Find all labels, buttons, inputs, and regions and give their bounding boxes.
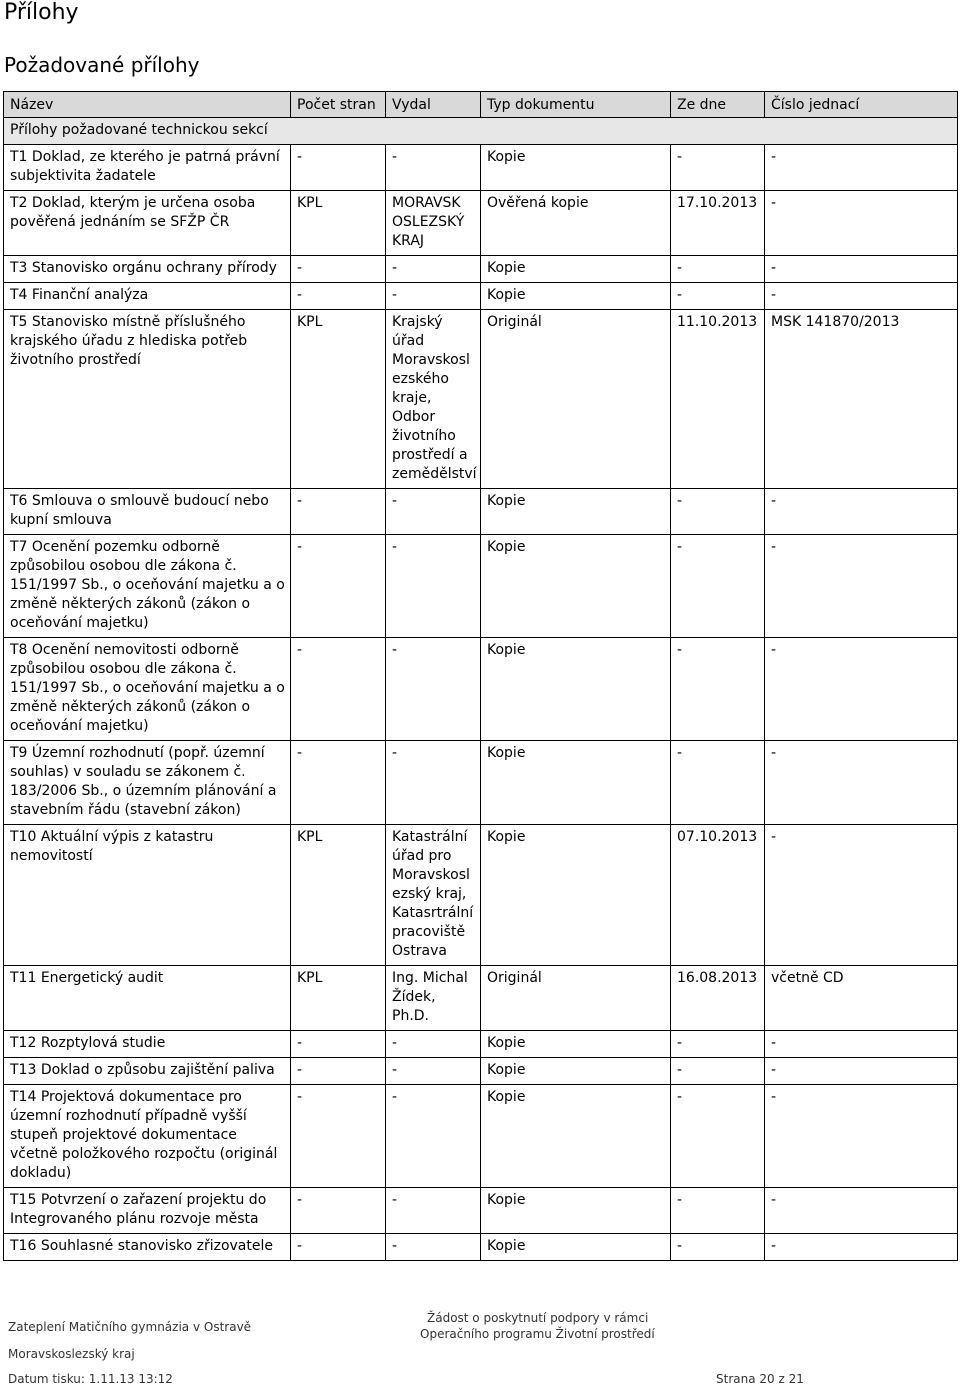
cell-document-type: Kopie — [481, 825, 671, 966]
cell-name: T5 Stanovisko místně příslušného krajského úřadu z hlediska potřeb životního prostředí — [4, 310, 291, 489]
table-row — [4, 191, 958, 256]
cell-date: - — [671, 1188, 765, 1234]
footer-application: Žádost o poskytnutí podpory v rámci — [427, 1311, 649, 1325]
cell-date: - — [671, 1234, 765, 1261]
cell-reference: - — [765, 489, 958, 535]
cell-issued-by: Ing. Michal Žídek, Ph.D. — [386, 966, 481, 1031]
cell-pages: KPL — [291, 825, 386, 966]
cell-issued-by: Katastrální úřad pro Moravskosl ezský kraj, Katasrtrální pracoviště Ostrava — [386, 825, 481, 966]
cell-date: - — [671, 638, 765, 741]
cell-name: T16 Souhlasné stanovisko zřizovatele — [4, 1234, 291, 1261]
cell-issued-by: - — [386, 145, 481, 191]
footer-region: Moravskoslezský kraj — [8, 1347, 135, 1361]
cell-document-type: Kopie — [481, 535, 671, 638]
cell-date: - — [671, 535, 765, 638]
cell-issued-by: - — [386, 535, 481, 638]
column-header-name: Název — [4, 92, 291, 118]
cell-name: T11 Energetický audit — [4, 966, 291, 1031]
section-heading: Požadované přílohy — [4, 53, 200, 77]
column-header-issued-by: Vydal — [386, 92, 481, 118]
cell-reference: včetně CD — [765, 966, 958, 1031]
cell-pages: - — [291, 145, 386, 191]
cell-date: - — [671, 1058, 765, 1085]
cell-pages: KPL — [291, 310, 386, 489]
cell-issued-by: - — [386, 256, 481, 283]
cell-date: 16.08.2013 — [671, 966, 765, 1031]
cell-document-type: Kopie — [481, 1031, 671, 1058]
cell-name: T10 Aktuální výpis z katastru nemovitostí — [4, 825, 291, 966]
page-title: Přílohy — [4, 0, 79, 25]
footer-print-date: Datum tisku: 1.11.13 13:12 — [8, 1372, 173, 1386]
cell-pages: - — [291, 1058, 386, 1085]
section-row — [4, 118, 958, 145]
cell-name: T1 Doklad, ze kterého je patrná právní subjektivita žadatele — [4, 145, 291, 191]
column-header-reference: Číslo jednací — [765, 92, 958, 118]
cell-name: T8 Ocenění nemovitosti odborně způsobilou osobou dle zákona č. 151/1997 Sb., o oceňování majetku a o změně některých zákonů (zákon o oceňování majetku) — [4, 638, 291, 741]
table-row — [4, 825, 958, 966]
cell-document-type: Kopie — [481, 741, 671, 825]
table-row — [4, 256, 958, 283]
cell-document-type: Originál — [481, 310, 671, 489]
cell-document-type: Kopie — [481, 1234, 671, 1261]
table-row — [4, 310, 958, 489]
cell-reference: - — [765, 535, 958, 638]
cell-date: - — [671, 489, 765, 535]
cell-issued-by: - — [386, 1031, 481, 1058]
cell-date: - — [671, 145, 765, 191]
column-header-pages: Počet stran — [291, 92, 386, 118]
cell-name: T12 Rozptylová studie — [4, 1031, 291, 1058]
footer-programme: Operačního programu Životní prostředí — [420, 1327, 655, 1341]
column-header-document-type: Typ dokumentu — [481, 92, 671, 118]
cell-pages: - — [291, 1234, 386, 1261]
cell-date: 17.10.2013 — [671, 191, 765, 256]
table-row — [4, 1031, 958, 1058]
section-label: Přílohy požadované technickou sekcí — [4, 118, 958, 145]
footer-page-number: Strana 20 z 21 — [716, 1372, 804, 1386]
cell-document-type: Kopie — [481, 489, 671, 535]
cell-pages: KPL — [291, 191, 386, 256]
cell-document-type: Kopie — [481, 1085, 671, 1188]
cell-pages: - — [291, 283, 386, 310]
cell-pages: - — [291, 638, 386, 741]
cell-pages: - — [291, 741, 386, 825]
cell-reference: - — [765, 638, 958, 741]
cell-document-type: Kopie — [481, 638, 671, 741]
table-row — [4, 638, 958, 741]
cell-pages: - — [291, 1188, 386, 1234]
cell-date: - — [671, 1031, 765, 1058]
cell-reference: - — [765, 825, 958, 966]
cell-name: T15 Potvrzení o zařazení projektu do Integrovaného plánu rozvoje města — [4, 1188, 291, 1234]
table-row — [4, 1085, 958, 1188]
table-header-row — [4, 92, 958, 118]
cell-name: T7 Ocenění pozemku odborně způsobilou osobou dle zákona č. 151/1997 Sb., o oceňování majetku a o změně některých zákonů (zákon o oceňování majetku) — [4, 535, 291, 638]
cell-reference: - — [765, 1058, 958, 1085]
cell-name: T2 Doklad, kterým je určena osoba pověřená jednáním se SFŽP ČR — [4, 191, 291, 256]
cell-reference: - — [765, 145, 958, 191]
cell-pages: - — [291, 535, 386, 638]
cell-document-type: Kopie — [481, 1058, 671, 1085]
cell-date: 11.10.2013 — [671, 310, 765, 489]
table-row — [4, 535, 958, 638]
footer-project: Zateplení Matičního gymnázia v Ostravě — [8, 1320, 252, 1334]
cell-document-type: Originál — [481, 966, 671, 1031]
cell-reference: MSK 141870/2013 — [765, 310, 958, 489]
attachments-table — [3, 91, 958, 1261]
cell-date: - — [671, 283, 765, 310]
cell-issued-by: MORAVSK OSLEZSKÝ KRAJ — [386, 191, 481, 256]
cell-reference: - — [765, 1188, 958, 1234]
cell-pages: - — [291, 256, 386, 283]
cell-document-type: Kopie — [481, 145, 671, 191]
cell-date: 07.10.2013 — [671, 825, 765, 966]
cell-name: T4 Finanční analýza — [4, 283, 291, 310]
cell-document-type: Kopie — [481, 256, 671, 283]
cell-name: T9 Územní rozhodnutí (popř. územní souhlas) v souladu se zákonem č. 183/2006 Sb., o územním plánování a stavebním řádu (stavební zákon) — [4, 741, 291, 825]
cell-pages: - — [291, 489, 386, 535]
cell-issued-by: - — [386, 741, 481, 825]
cell-reference: - — [765, 741, 958, 825]
cell-reference: - — [765, 1085, 958, 1188]
cell-date: - — [671, 741, 765, 825]
cell-reference: - — [765, 1234, 958, 1261]
cell-date: - — [671, 256, 765, 283]
cell-document-type: Ověřená kopie — [481, 191, 671, 256]
cell-document-type: Kopie — [481, 283, 671, 310]
table-row — [4, 966, 958, 1031]
cell-issued-by: Krajský úřad Moravskosl ezského kraje, Odbor životního prostředí a zemědělství — [386, 310, 481, 489]
column-header-date: Ze dne — [671, 92, 765, 118]
cell-name: T13 Doklad o způsobu zajištění paliva — [4, 1058, 291, 1085]
cell-reference: - — [765, 283, 958, 310]
cell-reference: - — [765, 1031, 958, 1058]
cell-date: - — [671, 1085, 765, 1188]
cell-issued-by: - — [386, 489, 481, 535]
cell-issued-by: - — [386, 1234, 481, 1261]
cell-reference: - — [765, 191, 958, 256]
table-row — [4, 145, 958, 191]
table-row — [4, 489, 958, 535]
cell-pages: KPL — [291, 966, 386, 1031]
table-row — [4, 283, 958, 310]
cell-issued-by: - — [386, 1188, 481, 1234]
cell-name: T6 Smlouva o smlouvě budoucí nebo kupní smlouva — [4, 489, 291, 535]
cell-issued-by: - — [386, 1085, 481, 1188]
table-row — [4, 1058, 958, 1085]
cell-reference: - — [765, 256, 958, 283]
cell-issued-by: - — [386, 1058, 481, 1085]
cell-pages: - — [291, 1085, 386, 1188]
table-row — [4, 1234, 958, 1261]
table-row — [4, 1188, 958, 1234]
cell-name: T14 Projektová dokumentace pro územní rozhodnutí případně vyšší stupeň projektové dokumentace včetně položkového rozpočtu (originál dokladu) — [4, 1085, 291, 1188]
cell-document-type: Kopie — [481, 1188, 671, 1234]
table-row — [4, 741, 958, 825]
cell-name: T3 Stanovisko orgánu ochrany přírody — [4, 256, 291, 283]
cell-issued-by: - — [386, 283, 481, 310]
cell-issued-by: - — [386, 638, 481, 741]
cell-pages: - — [291, 1031, 386, 1058]
